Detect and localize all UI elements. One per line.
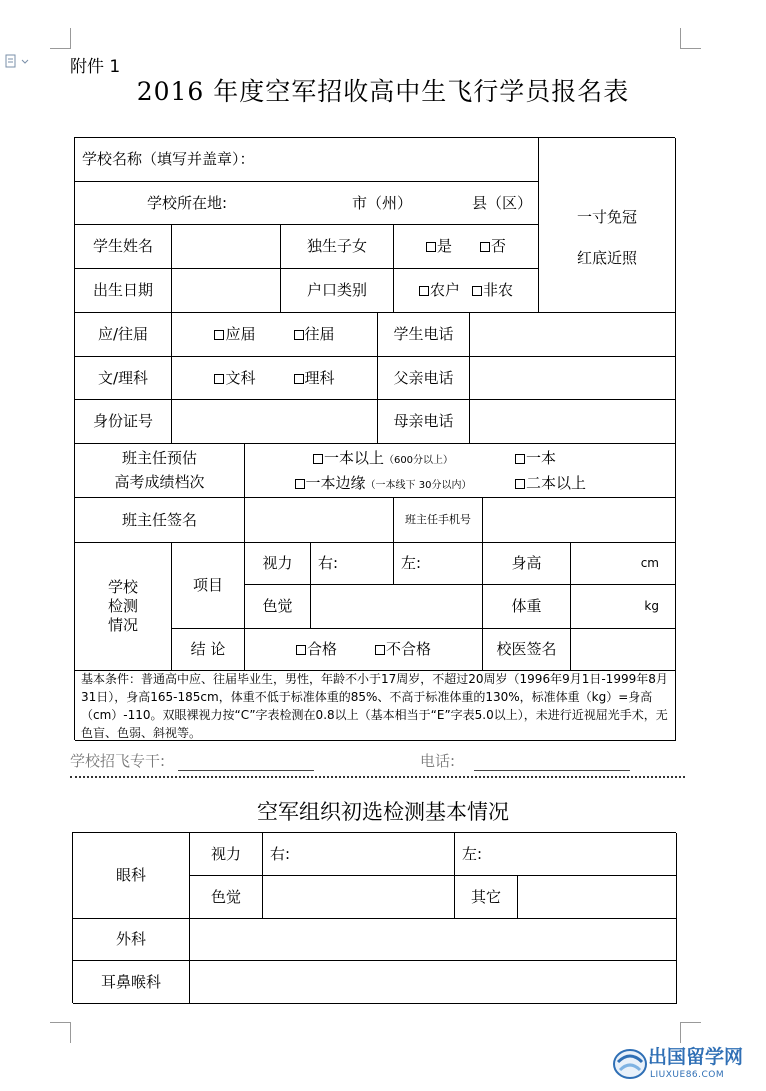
teacher-phone-label: 班主任手机号 xyxy=(394,498,483,543)
recruiter-line[interactable] xyxy=(70,750,314,771)
teacher-sign-input[interactable] xyxy=(245,498,394,543)
recruiter-label: 学校招飞专干: xyxy=(70,752,166,770)
grad-type-label: 应/往届 xyxy=(75,313,172,357)
phone-label: 电话: xyxy=(420,752,456,770)
right-eye-field-2[interactable]: 右: xyxy=(263,833,455,876)
weight-field[interactable]: kg xyxy=(571,585,676,629)
school-location-field[interactable] xyxy=(75,182,539,225)
grad-current-checkbox[interactable]: 应届 xyxy=(214,325,255,344)
fail-checkbox[interactable]: 不合格 xyxy=(375,640,431,659)
color-vision-field[interactable] xyxy=(311,585,483,629)
vision-label: 视力 xyxy=(245,543,311,585)
tier2-above-checkbox[interactable]: 二本以上 xyxy=(515,474,586,493)
school-check-label: 学校 检测 情况 xyxy=(75,543,172,671)
city-label: 市（州） xyxy=(351,193,412,212)
attachment-label: 附件 1 xyxy=(70,57,121,77)
father-phone-label: 父亲电话 xyxy=(378,357,470,400)
right-eye-field[interactable]: 右: xyxy=(311,543,394,585)
registration-form xyxy=(74,137,675,740)
page-title: 2016 年度空军招收高中生飞行学员报名表 xyxy=(136,77,630,106)
teacher-sign-label: 班主任签名 xyxy=(75,498,245,543)
left-eye-field[interactable]: 左: xyxy=(394,543,483,585)
ent-field[interactable] xyxy=(190,961,677,1004)
teacher-phone-input[interactable] xyxy=(483,498,676,543)
track-arts-checkbox[interactable]: 文科 xyxy=(214,369,255,388)
document-icon[interactable] xyxy=(4,54,30,68)
basic-conditions-note: 基本条件：普通高中应、往届毕业生，男性，年龄不小于17周岁，不超过20周岁（1996年9月1日-1999年8月31日），身高165-185cm，体重不低于标准体重的85%、不高于标准体重的130%，标准体重（kg）=身高（cm）-110。双眼裸视力按“C”字表检测在0.8以上（基本相当于“E”字表5.0以上），未进行近视屈光手术，无色盲、色弱、斜视等。 xyxy=(75,671,676,741)
vision-label-2: 视力 xyxy=(190,833,263,876)
eye-label: 眼科 xyxy=(73,833,190,919)
county-label: 县（区） xyxy=(472,193,533,212)
crop-mark-top-right xyxy=(680,28,701,49)
id-number-input[interactable] xyxy=(172,400,378,444)
photo-note-line1: 一寸免冠 xyxy=(576,208,637,227)
hukou-rural-checkbox[interactable]: 农户 xyxy=(419,281,460,300)
birth-date-label: 出生日期 xyxy=(75,269,172,313)
school-location-label: 学校所在地: xyxy=(146,193,228,212)
student-phone-label: 学生电话 xyxy=(378,313,470,357)
track-options xyxy=(172,357,378,400)
cut-line xyxy=(70,776,685,778)
mother-phone-input[interactable] xyxy=(470,400,676,444)
father-phone-input[interactable] xyxy=(470,357,676,400)
birth-date-input[interactable] xyxy=(172,269,281,313)
color-vision-label: 色觉 xyxy=(245,585,311,629)
student-name-label: 学生姓名 xyxy=(75,225,172,269)
section-title: 空军组织初选检测基本情况 xyxy=(257,800,509,824)
tier1-checkbox[interactable]: 一本 xyxy=(515,449,556,468)
grad-type-options xyxy=(172,313,378,357)
doctor-sign-label: 校医签名 xyxy=(483,629,571,671)
item-label: 项目 xyxy=(172,543,245,629)
height-label: 身高 xyxy=(483,543,571,585)
student-name-input[interactable] xyxy=(172,225,281,269)
hukou-nonrural-checkbox[interactable]: 非农 xyxy=(472,281,513,300)
conclusion-label: 结 论 xyxy=(172,629,245,671)
ent-label: 耳鼻喉科 xyxy=(73,961,190,1004)
surgery-field[interactable] xyxy=(190,919,677,961)
mother-phone-label: 母亲电话 xyxy=(378,400,470,444)
only-child-yes-checkbox[interactable]: 是 xyxy=(426,237,452,256)
watermark-url: LIUXUE86.COM xyxy=(650,1070,725,1080)
height-field[interactable]: cm xyxy=(571,543,676,585)
score-estimate-label: 班主任预估 高考成绩档次 xyxy=(75,444,245,498)
photo-note-line2: 红底近照 xyxy=(576,249,637,267)
other-field[interactable] xyxy=(518,876,677,919)
doctor-sign-field[interactable] xyxy=(571,629,676,671)
id-number-label: 身份证号 xyxy=(75,400,172,444)
score-estimate-options xyxy=(245,444,676,498)
watermark-name: 出国留学网 xyxy=(648,1046,744,1068)
surgery-label: 外科 xyxy=(73,919,190,961)
weight-label: 体重 xyxy=(483,585,571,629)
only-child-options xyxy=(394,225,539,269)
crop-mark-bottom-left xyxy=(50,1022,71,1043)
color-vision-field-2[interactable] xyxy=(263,876,455,919)
conclusion-options xyxy=(245,629,483,671)
school-name-label: 学校名称（填写并盖章）： xyxy=(82,150,255,169)
pass-checkbox[interactable]: 合格 xyxy=(296,640,337,659)
grad-past-checkbox[interactable]: 往届 xyxy=(294,325,335,344)
only-child-no-checkbox[interactable]: 否 xyxy=(480,237,506,256)
tier1-edge-checkbox[interactable]: 一本边缘（一本线下 30分以内） xyxy=(251,474,515,493)
school-name-field[interactable] xyxy=(75,138,539,182)
other-label: 其它 xyxy=(455,876,518,919)
track-label: 文/理科 xyxy=(75,357,172,400)
only-child-label: 独生子女 xyxy=(281,225,394,269)
hukou-label: 户口类别 xyxy=(281,269,394,313)
student-phone-input[interactable] xyxy=(470,313,676,357)
photo-box[interactable] xyxy=(539,138,676,313)
crop-mark-top-left xyxy=(50,28,71,49)
above-tier1-checkbox[interactable]: 一本以上（600分以上） xyxy=(251,449,515,468)
track-science-checkbox[interactable]: 理科 xyxy=(294,369,335,388)
air-force-check-table xyxy=(72,832,676,1003)
left-eye-field-2[interactable]: 左: xyxy=(455,833,677,876)
hukou-options xyxy=(394,269,539,313)
color-vision-label-2: 色觉 xyxy=(190,876,263,919)
phone-line[interactable] xyxy=(420,750,630,771)
